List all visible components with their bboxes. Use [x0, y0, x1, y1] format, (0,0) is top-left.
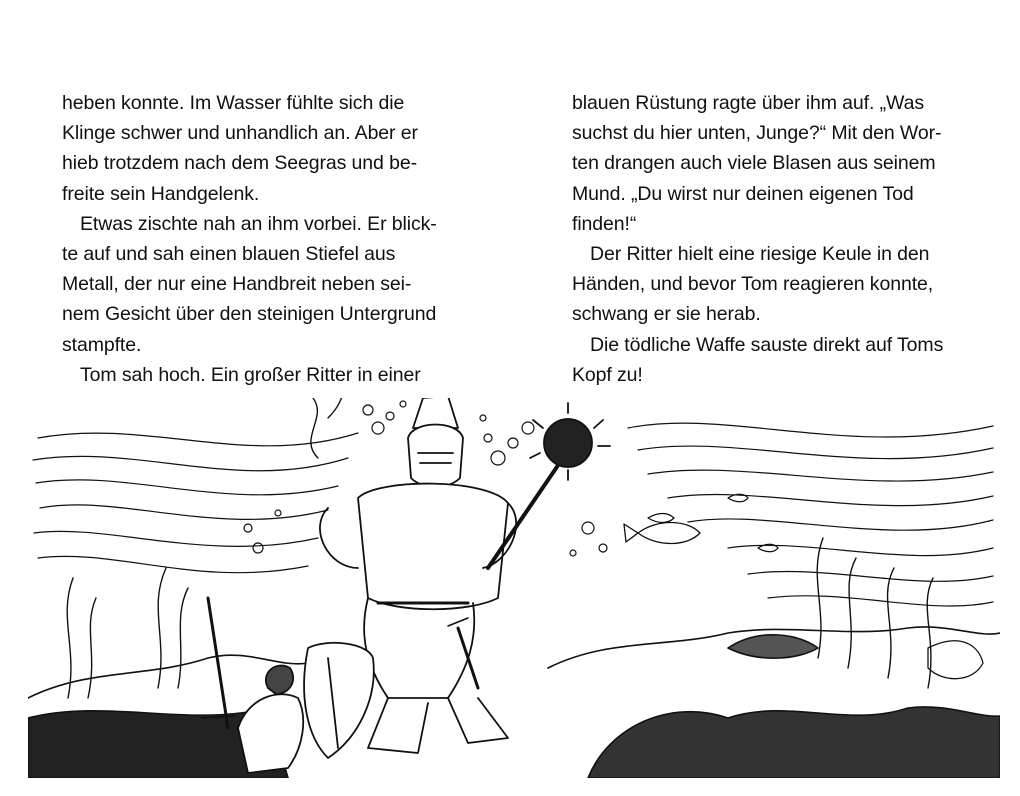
text-line: freite sein Handgelenk. [62, 182, 260, 205]
text-line: Tom sah hoch. Ein großer Ritter in einer [80, 363, 421, 386]
text-line: finden!“ [572, 212, 637, 235]
text-line: ten drangen auch viele Blasen aus seinem [572, 152, 936, 175]
text-column-right [572, 88, 972, 390]
text-line: te auf und sah einen blauen Stiefel aus [62, 243, 396, 266]
text-line: schwang er sie herab. [572, 303, 761, 326]
text-line: Händen, und bevor Tom reagieren konnte, [572, 273, 934, 296]
text-line: stampfte. [62, 333, 142, 356]
text-line: Klinge schwer und unhandlich an. Aber er [62, 122, 418, 145]
text-line: Die tödliche Waffe sauste direkt auf Toms [590, 333, 944, 356]
text-line: nem Gesicht über den steinigen Untergrund [62, 303, 437, 326]
text-line: Metall, der nur eine Handbreit neben sei- [62, 273, 412, 296]
text-line: blauen Rüstung ragte über ihm auf. „Was [572, 92, 924, 114]
text-line: Etwas zischte nah an ihm vorbei. Er blick- [80, 212, 437, 235]
illustration-drawing [28, 398, 1000, 778]
text-line: Kopf zu! [572, 363, 643, 386]
text-line: Der Ritter hielt eine riesige Keule in den [590, 243, 930, 266]
spiked-mace [488, 403, 610, 568]
text-line: suchst du hier unten, Junge?“ Mit den Wor- [572, 122, 942, 145]
text-column-left [62, 88, 462, 390]
text-line: Mund. „Du wirst nur deinen eigenen Tod [572, 182, 914, 205]
seabed-rocks [28, 627, 1000, 778]
text-line: heben konnte. Im Wasser fühlte sich die [62, 92, 405, 114]
text-line: hieb trotzdem nach dem Seegras und be- [62, 152, 417, 175]
underwater-knight-illustration [28, 398, 1000, 778]
